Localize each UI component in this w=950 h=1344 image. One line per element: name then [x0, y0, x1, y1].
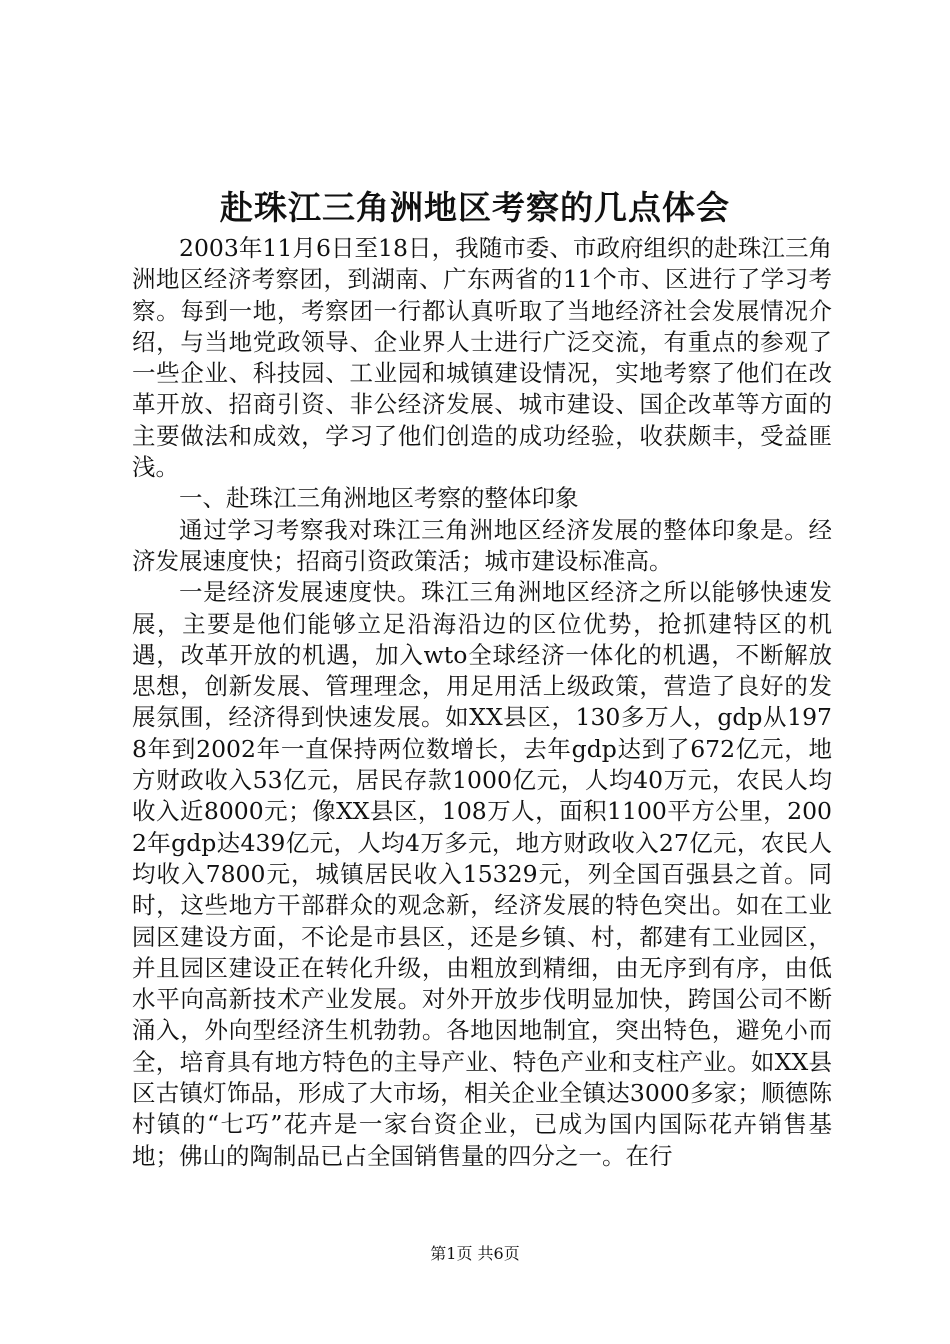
paragraph-intro: 2003年11月6日至18日，我随市委、市政府组织的赴珠江三角洲地区经济考察团，到湖南、广东两省的11个市、区进行了学习考察。每到一地，考察团一行都认真听取了当地经济社会发展情况介绍，与当地党政领导、企业界人士进行广泛交流，有重点的参观了一些企业、科技园、工业园和城镇建设情况，实地考察了他们在改革开放、招商引资、非公经济发展、城市建设、国企改革等方面的主要做法和成效，学习了他们创造的成功经验，收获颇丰，受益匪浅。 — [132, 234, 832, 482]
section-heading: 一、赴珠江三角洲地区考察的整体印象 — [179, 484, 579, 513]
paragraph-overview: 通过学习考察我对珠江三角洲地区经济发展的整体印象是。经济发展速度快；招商引资政策活；城市建设标准高。 — [132, 515, 832, 575]
document-body — [132, 233, 832, 1172]
page-footer: 第1页 共6页 — [430, 1244, 520, 1263]
document-title: 赴珠江三角洲地区考察的几点体会 — [220, 188, 730, 227]
paragraph-economy: 一是经济发展速度快。珠江三角洲地区经济之所以能够快速发展，主要是他们能够立足沿海沿边的区位优势，抢抓建特区的机遇，改革开放的机遇，加入wto全球经济一体化的机遇，不断解放思想，创新发展、管理理念，用足用活上级政策，营造了良好的发展氛围，经济得到快速发展。如XX县区，130多万人，gdp从1978年到2002年一直保持两位数增长，去年gdp达到了672亿元，地方财政收入53亿元，居民存款1000亿元，人均40万元，农民人均收入近8000元；像XX县区，108万人，面积1100平方公里，2002年gdp达439亿元，人均4万多元，地方财政收入27亿元，农民人均收入7800元，城镇居民收入15329元，列全国百强县之首。同时，这些地方干部群众的观念新，经济发展的特色突出。如在工业园区建设方面，不论是市县区，还是乡镇、村，都建有工业园区，并且园区建设正在转化升级，由粗放到精细，由无序到有序，由低水平向高新技术产业发展。对外开放步伐明显加快，跨国公司不断涌入，外向型经济生机勃勃。各地因地制宜，突出特色，避免小而全，培育具有地方特色的主导产业、特色产业和支柱产业。如XX县区古镇灯饰品，形成了大市场，相关企业全镇达3000多家；顺德陈村镇的“七巧”花卉是一家台资企业，已成为国内国际花卉销售基地；佛山的陶制品已占全国销售量的四分之一。在行 — [132, 578, 832, 1170]
